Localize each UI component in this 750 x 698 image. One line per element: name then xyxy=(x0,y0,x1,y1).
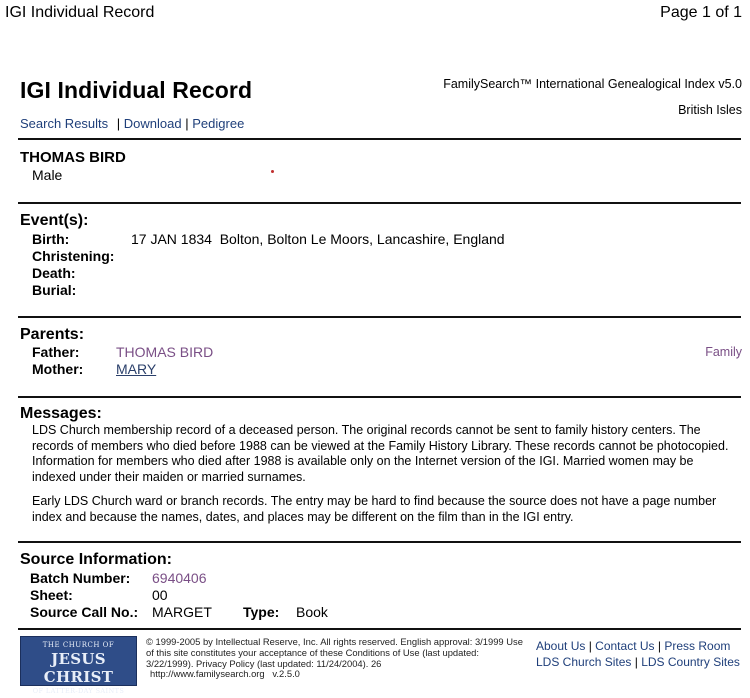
events-title: Event(s): xyxy=(20,212,89,229)
birth-label: Birth: xyxy=(32,231,70,247)
church-logo[interactable] xyxy=(20,636,137,695)
sheet-label: Sheet: xyxy=(30,587,73,603)
mother-name-link[interactable]: MARY xyxy=(116,361,157,377)
site-url-version: http://www.familysearch.org v.2.5.0 xyxy=(150,668,300,680)
stray-mark xyxy=(271,170,274,173)
download-link[interactable]: Download xyxy=(123,116,182,131)
logo-line: THE CHURCH OF xyxy=(42,641,115,649)
print-header-page: Page 1 of 1 xyxy=(660,4,742,21)
print-header-title: IGI Individual Record xyxy=(5,4,155,21)
nav-links xyxy=(20,116,244,131)
death-label: Death: xyxy=(32,265,76,281)
christening-label: Christening: xyxy=(32,248,115,264)
family-link[interactable]: Family xyxy=(705,345,742,359)
logo-line: OF LATTER-DAY SAINTS xyxy=(32,687,125,695)
page-title: IGI Individual Record xyxy=(20,77,253,103)
source-title: Source Information: xyxy=(20,551,173,568)
divider xyxy=(18,541,741,543)
batch-label: Batch Number: xyxy=(30,570,131,586)
pedigree-link[interactable]: Pedigree xyxy=(192,116,245,131)
divider xyxy=(18,138,741,140)
search-results-link[interactable]: Search Results xyxy=(20,116,109,131)
about-us-link[interactable]: About Us xyxy=(536,639,586,653)
mother-label: Mother: xyxy=(32,361,84,377)
link-separator: | xyxy=(588,639,592,653)
message-paragraph: LDS Church membership record of a deceased person. The original records cannot be sent to family history centers. The records of members who died before 1988 can be viewed at the Family History Library. These records cannot be photocopied. Information for members who died after 1988 is available only on the Internet version of the IGI. Married women may be indexed under their maiden or married surnames. xyxy=(32,423,729,484)
type-value: Book xyxy=(296,604,328,620)
person-name: THOMAS BIRD xyxy=(20,149,126,166)
footer-links xyxy=(536,639,740,670)
logo-line: JESUS CHRIST xyxy=(43,650,114,686)
batch-number-link[interactable]: 6940406 xyxy=(152,570,207,586)
messages-title: Messages: xyxy=(20,405,102,422)
copyright-notice xyxy=(146,637,526,680)
nav-separator: | xyxy=(116,116,121,131)
father-name-link[interactable]: THOMAS BIRD xyxy=(116,344,214,360)
divider xyxy=(18,202,741,204)
contact-us-link[interactable]: Contact Us xyxy=(595,639,655,653)
message-paragraph: Early LDS Church ward or branch records. The entry may be hard to find because the source does not have a page number index and because the names, dates, and places may be different on the film than in the IGI entry. xyxy=(32,494,717,524)
type-label: Type: xyxy=(243,604,280,620)
lds-country-sites-link[interactable]: LDS Country Sites xyxy=(641,654,740,669)
call-number-value: MARGET xyxy=(152,604,212,620)
divider xyxy=(18,316,741,318)
link-separator: | xyxy=(634,654,638,669)
divider xyxy=(18,628,741,630)
index-label: FamilySearch™ International Genealogical Index v5.0 xyxy=(443,77,742,91)
birth-value: 17 JAN 1834 Bolton, Bolton Le Moors, Lancashire, England xyxy=(131,231,505,247)
person-gender: Male xyxy=(32,167,63,183)
call-number-label: Source Call No.: xyxy=(30,604,139,620)
press-room-link[interactable]: Press Room xyxy=(664,639,731,653)
divider xyxy=(18,396,741,398)
father-label: Father: xyxy=(32,344,80,360)
nav-separator: | xyxy=(185,116,189,131)
burial-label: Burial: xyxy=(32,282,77,298)
region-label: British Isles xyxy=(678,103,742,117)
lds-church-sites-link[interactable]: LDS Church Sites xyxy=(536,654,632,669)
link-separator: | xyxy=(657,639,661,653)
parents-title: Parents: xyxy=(20,326,85,343)
copyright-text: © 1999-2005 by Intellectual Reserve, Inc. All rights reserved. English approval: 3/1999 Use of this site constitutes your acceptance of these Conditions of Use (last updated: 3/22/1999). Privacy Policy (last updated: 11/24/2004). 26 xyxy=(146,636,523,669)
sheet-value: 00 xyxy=(152,587,168,603)
